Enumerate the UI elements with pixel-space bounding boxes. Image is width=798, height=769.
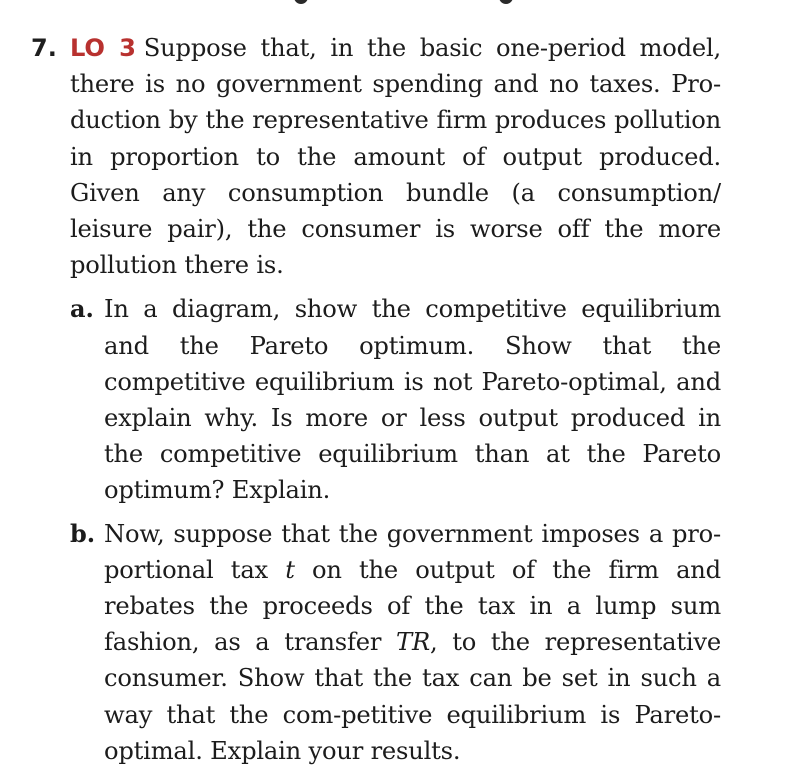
- cut-off-previous-line: [0, 0, 798, 4]
- exercise-problem: [31, 30, 721, 769]
- transfer-symbol: TR: [396, 628, 430, 657]
- tax-symbol: t: [285, 555, 295, 584]
- problem-stem-text: Suppose that, in the basic one-period model, there is no government spending and no taxes. Pro-duction by the representative firm produces pollution in proportion to the amount of output produced. Given any consumption bundle (a consumption/ leisure pair), the consumer is worse off the more pollution there is.: [70, 34, 722, 280]
- part-b-text-1: Now, suppose that the government imposes a pro-portional tax: [104, 519, 721, 584]
- part-a: [31, 291, 721, 508]
- part-b: [31, 516, 721, 769]
- part-a-label: a.: [70, 294, 94, 324]
- part-b-text-2: on the output of the firm and rebates the proceeds of the tax in a lump sum fashion, as a transfer: [104, 555, 721, 657]
- problem-stem: [70, 30, 721, 283]
- part-b-text: [104, 516, 721, 769]
- cut-off-glyph: [499, 0, 513, 4]
- cut-off-glyph: [294, 0, 308, 4]
- learning-objective-tag: LO 3: [70, 34, 136, 62]
- problem-number: 7.: [31, 34, 57, 62]
- part-b-text-3: , to the representative consumer. Show that the tax can be set in such a way that the com-petitive equilibrium is Pareto-optimal. Explain your results.: [104, 628, 721, 765]
- part-b-label: b.: [70, 518, 96, 548]
- problem-stem-block: [31, 30, 721, 283]
- part-a-text: In a diagram, show the competitive equilibrium and the Pareto optimum. Show that the competitive equilibrium is not Pareto-optimal, and explain why. Is more or less output produced in the competitive equilibrium than at the Pareto optimum? Explain.: [104, 295, 721, 505]
